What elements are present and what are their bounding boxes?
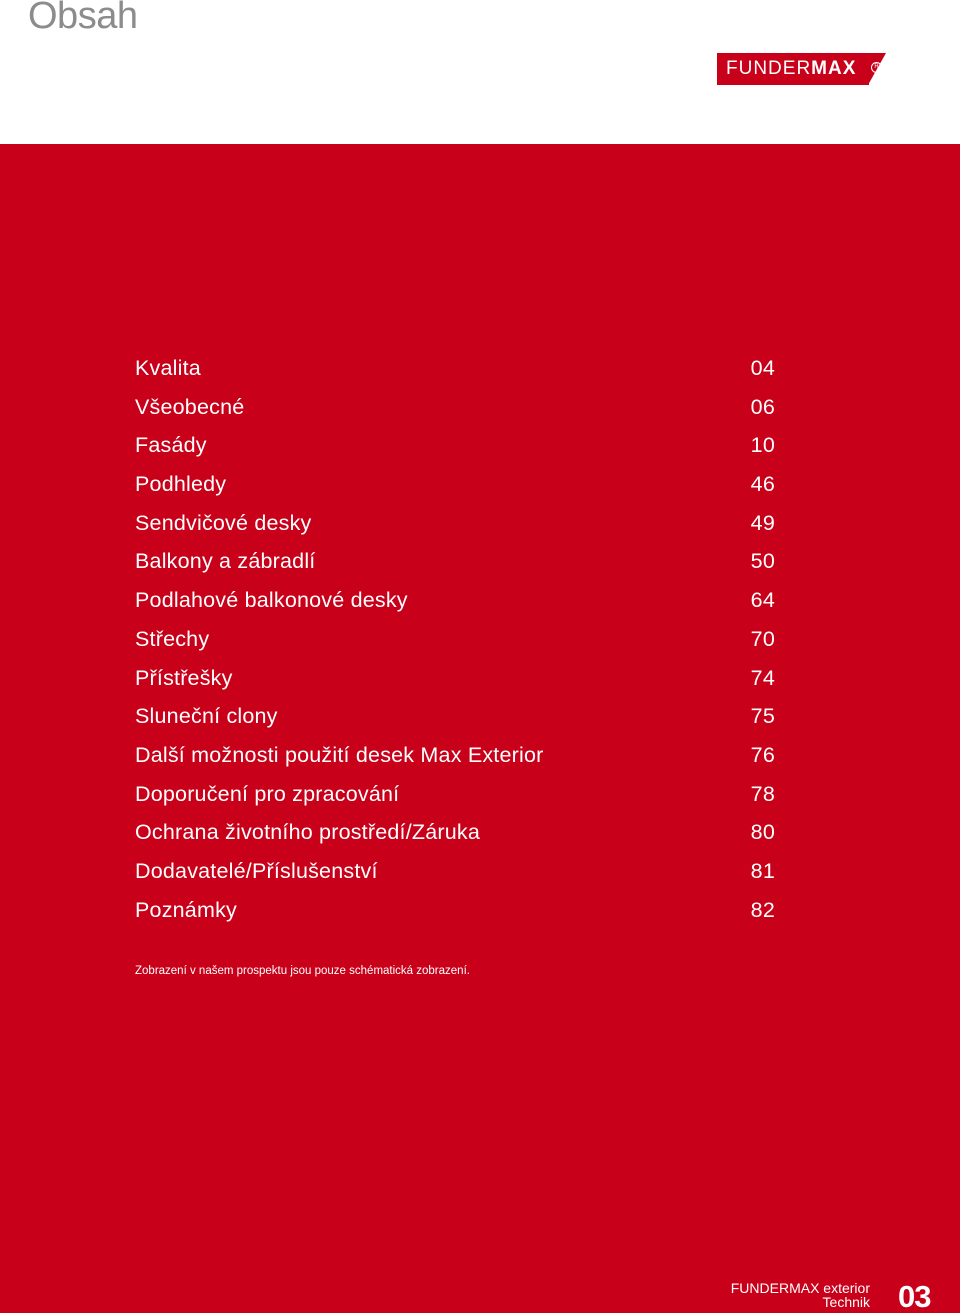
toc-entry-page: 64 bbox=[750, 588, 775, 613]
toc-entry-label: Poznámky bbox=[135, 897, 237, 922]
footer-brand-line2: Technik bbox=[822, 1294, 870, 1310]
toc-entry[interactable] bbox=[135, 426, 775, 465]
toc-entry-label: Další možnosti použití desek Max Exterior bbox=[135, 742, 544, 767]
toc-entry-page: 06 bbox=[750, 394, 775, 419]
table-of-contents bbox=[135, 349, 775, 929]
toc-entry-page: 70 bbox=[750, 626, 775, 651]
toc-entry[interactable] bbox=[135, 620, 775, 659]
toc-entry-page: 46 bbox=[750, 472, 775, 497]
toc-entry[interactable] bbox=[135, 852, 775, 891]
toc-entry[interactable] bbox=[135, 659, 775, 698]
logo-text-max: MAX bbox=[811, 58, 857, 79]
toc-entry[interactable] bbox=[135, 581, 775, 620]
page-number: 03 bbox=[898, 1279, 931, 1314]
fundermax-logo bbox=[717, 53, 869, 85]
toc-entry-label: Doporučení pro zpracování bbox=[135, 781, 400, 806]
toc-entry[interactable] bbox=[135, 504, 775, 543]
toc-entry-label: Všeobecné bbox=[135, 394, 245, 419]
toc-entry-page: 78 bbox=[750, 781, 775, 806]
toc-entry-label: Sendvičové desky bbox=[135, 510, 312, 535]
footer-brand bbox=[731, 1281, 870, 1309]
toc-entry[interactable] bbox=[135, 697, 775, 736]
toc-entry-label: Kvalita bbox=[135, 356, 201, 380]
page-title: Obsah bbox=[28, 0, 138, 37]
toc-entry[interactable] bbox=[135, 775, 775, 814]
toc-entry-label: Podlahové balkonové desky bbox=[135, 588, 408, 613]
toc-entry-label: Přístřešky bbox=[135, 665, 233, 690]
toc-entry-label: Podhledy bbox=[135, 472, 227, 497]
toc-entry[interactable] bbox=[135, 388, 775, 427]
toc-entry[interactable] bbox=[135, 465, 775, 504]
logo-text-funder: FUNDER bbox=[726, 58, 812, 79]
toc-entry-page: 04 bbox=[750, 356, 775, 380]
toc-entry[interactable] bbox=[135, 813, 775, 852]
toc-entry-label: Dodavatelé/Příslušenství bbox=[135, 858, 378, 883]
toc-entry[interactable] bbox=[135, 542, 775, 581]
toc-entry-page: 10 bbox=[750, 433, 775, 458]
toc-entry-label: Sluneční clony bbox=[135, 704, 278, 729]
toc-entry[interactable] bbox=[135, 349, 775, 388]
toc-entry-label: Střechy bbox=[135, 626, 210, 651]
footer-brand-line1: FUNDERMAX exterior bbox=[730, 1280, 870, 1296]
toc-entry-page: 76 bbox=[750, 742, 775, 767]
toc-entry-label: Fasády bbox=[135, 433, 207, 458]
toc-entry-page: 81 bbox=[750, 858, 775, 883]
toc-entry-page: 82 bbox=[750, 897, 775, 922]
toc-entry-page: 80 bbox=[750, 820, 775, 845]
toc-entry-page: 49 bbox=[750, 510, 775, 535]
registered-mark-icon: R bbox=[871, 62, 882, 73]
toc-entry-page: 50 bbox=[750, 549, 775, 574]
toc-entry-page: 75 bbox=[750, 704, 775, 729]
toc-entry-page: 74 bbox=[750, 665, 775, 690]
toc-entry-label: Ochrana životního prostředí/Záruka bbox=[135, 820, 480, 845]
disclaimer-note: Zobrazení v našem prospektu jsou pouze schématická zobrazení. bbox=[135, 965, 470, 977]
toc-entry[interactable] bbox=[135, 736, 775, 775]
toc-entry-label: Balkony a zábradlí bbox=[135, 549, 316, 574]
toc-entry[interactable] bbox=[135, 891, 775, 930]
